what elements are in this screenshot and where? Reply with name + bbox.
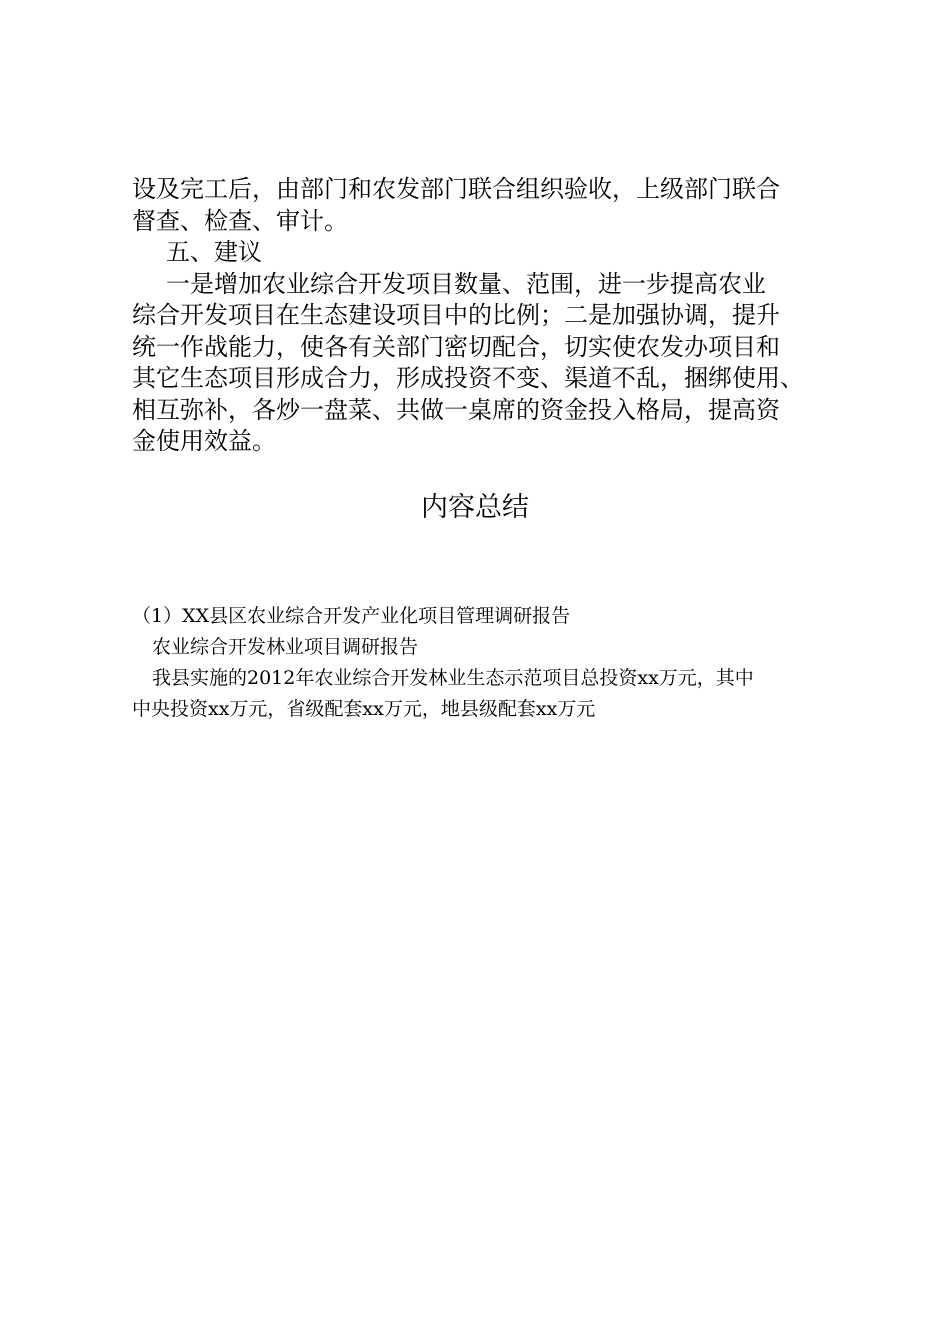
section-heading-suggestions: 五、建议: [166, 238, 262, 266]
summary-line-4: 中央投资xx万元，省级配套xx万元，地县级配套xx万元: [132, 698, 596, 720]
body-line-9: 金使用效益。: [132, 427, 276, 455]
body-line-2: 督查、检查、审计。: [132, 206, 348, 235]
body-line-6: 统一作战能力，使各有关部门密切配合，切实使农发办项目和: [132, 332, 780, 361]
body-line-8: 相互弥补，各炒一盘菜、共做一桌席的资金投入格局，提高资: [132, 395, 780, 424]
body-line-4: 一是增加农业综合开发项目数量、范围，进一步提高农业: [166, 269, 766, 298]
summary-title: 内容总结: [421, 492, 529, 523]
body-line-5: 综合开发项目在生态建设项目中的比例；二是加强协调，提升: [132, 301, 780, 329]
body-line-7: 其它生态项目形成合力，形成投资不变、渠道不乱，捆绑使用、: [132, 364, 804, 392]
main-body-text: [132, 174, 852, 458]
summary-text: [132, 601, 852, 725]
body-line-1: 设及完工后，由部门和农发部门联合组织验收，上级部门联合: [132, 175, 780, 203]
summary-line-2: 农业综合开发林业项目调研报告: [152, 636, 419, 658]
summary-line-3: 我县实施的2012年农业综合开发林业生态示范项目总投资xx万元，其中: [152, 667, 754, 689]
summary-line-1: （1）XX县区农业综合开发产业化项目管理调研报告: [132, 605, 571, 627]
